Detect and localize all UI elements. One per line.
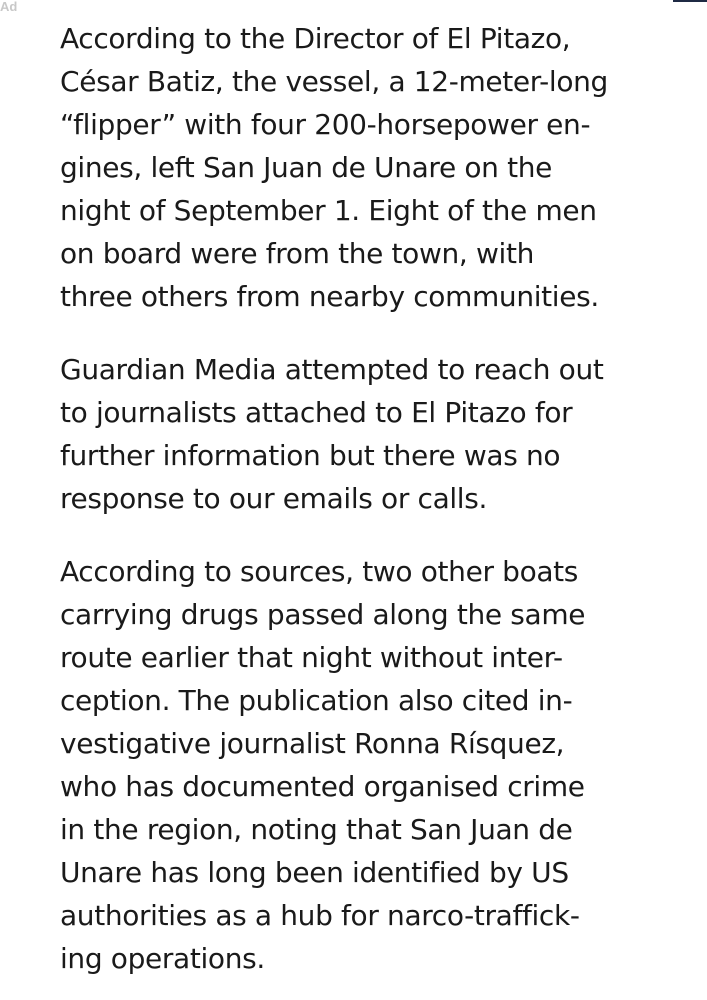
article-body — [60, 17, 660, 1000]
paragraph-line: ception. The publication also cited in- — [60, 684, 573, 717]
paragraph-line: route earlier that night without inter- — [60, 641, 563, 674]
paragraph-line: “flipper” with four 200-horsepower en- — [60, 108, 591, 141]
header-divider — [673, 0, 707, 2]
paragraph-line: According to sources, two other boats — [60, 555, 579, 588]
paragraph-line: Unare has long been identified by US — [60, 856, 569, 889]
paragraph-line: in the region, noting that San Juan de — [60, 813, 573, 846]
paragraph-1 — [60, 17, 660, 318]
paragraph-line: on board were from the town, with — [60, 237, 535, 270]
paragraph-line: response to our emails or calls. — [60, 482, 488, 515]
paragraph-line: César Batiz, the vessel, a 12-meter-long — [60, 65, 608, 98]
paragraph-line: carrying drugs passed along the same — [60, 598, 586, 631]
ad-label[interactable]: Ad — [0, 0, 18, 14]
paragraph-line: three others from nearby communities. — [60, 280, 599, 313]
paragraph-line: who has documented organised crime — [60, 770, 585, 803]
paragraph-line: vestigative journalist Ronna Rísquez, — [60, 727, 565, 760]
paragraph-line: further information but there was no — [60, 439, 561, 472]
paragraph-line: ing operations. — [60, 942, 265, 975]
paragraph-2 — [60, 348, 660, 520]
paragraph-line: Guardian Media attempted to reach out — [60, 353, 604, 386]
paragraph-line: authorities as a hub for narco-traffick- — [60, 899, 580, 932]
paragraph-3 — [60, 550, 660, 980]
paragraph-line: night of September 1. Eight of the men — [60, 194, 597, 227]
paragraph-line: gines, left San Juan de Unare on the — [60, 151, 553, 184]
paragraph-line: According to the Director of El Pitazo, — [60, 22, 571, 55]
paragraph-line: to journalists attached to El Pitazo for — [60, 396, 573, 429]
